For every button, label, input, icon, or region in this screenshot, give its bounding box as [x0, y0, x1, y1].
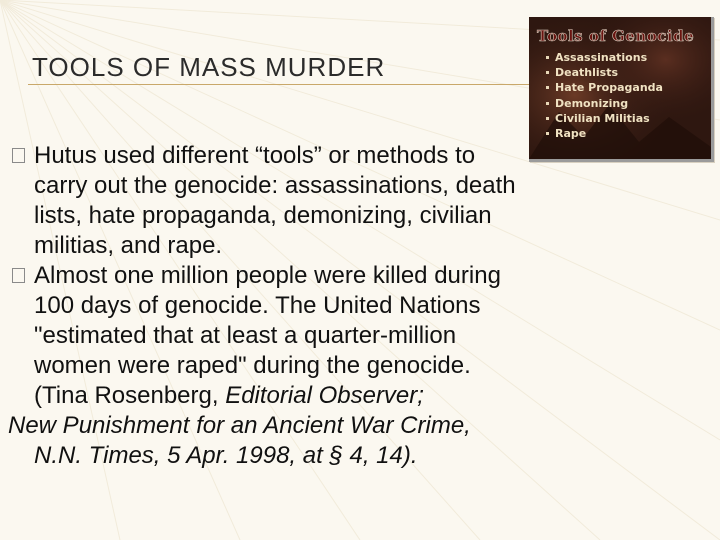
slide-title: TOOLS OF MASS MURDER — [32, 52, 386, 82]
bullet-point — [8, 261, 520, 411]
checkbox-bullet-icon — [12, 268, 25, 283]
slide-body — [8, 141, 520, 471]
thumbnail-list — [555, 50, 663, 141]
citation-italic: Editorial Observer; — [225, 382, 424, 409]
title-underline — [28, 84, 548, 85]
thumbnail-list-item: Civilian Militias — [555, 111, 663, 126]
thumbnail-list-item: Demonizing — [555, 96, 663, 111]
bullet-text-with-citation: Almost one million people were killed during 100 days of genocide. The United Nations "estimated that at least a quarter-million women were raped" during the genocide. (Tina Rosenberg, Editorial Observer; — [34, 262, 501, 409]
bullet-dot-icon — [546, 102, 549, 105]
citation-continuation: New Punishment for an Ancient War Crime, N.N. Times, 5 Apr. 1998, at § 4, 14). — [8, 412, 471, 469]
thumbnail-list-item: Hate Propaganda — [555, 80, 663, 95]
bullet-dot-icon — [546, 132, 549, 135]
checkbox-bullet-icon — [12, 148, 25, 163]
tools-of-genocide-image — [529, 17, 714, 162]
bullet-dot-icon — [546, 117, 549, 120]
thumbnail-title: Tools of Genocide — [537, 27, 695, 45]
thumbnail-list-item: Rape — [555, 126, 663, 141]
thumbnail-list-item: Deathlists — [555, 65, 663, 80]
bullet-dot-icon — [546, 71, 549, 74]
bullet-dot-icon — [546, 56, 549, 59]
thumbnail-list-item: Assassinations — [555, 50, 663, 65]
bullet-dot-icon — [546, 86, 549, 89]
bullet-point: Hutus used different “tools” or methods to carry out the genocide: assassinations, death lists, hate propaganda, demonizing, civilian militias, and rape. — [8, 141, 520, 261]
